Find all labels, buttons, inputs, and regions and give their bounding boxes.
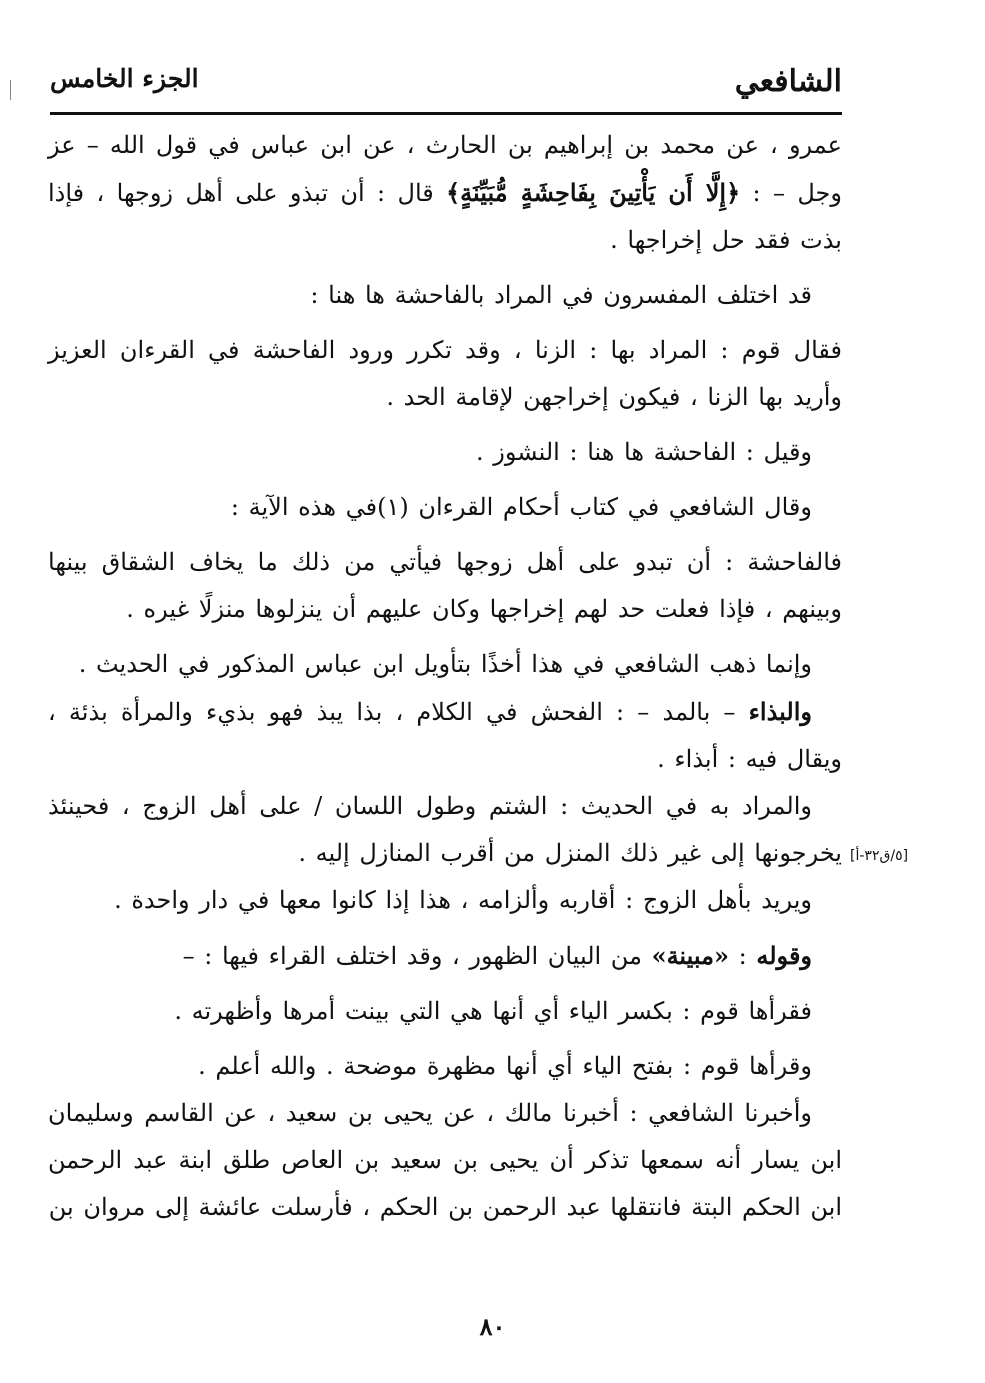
paragraph-13: وقرأها قوم : بفتح الياء أي أنها مظهرة موضحة . والله أعلم . xyxy=(198,1052,812,1080)
running-header xyxy=(50,56,842,115)
paragraph-8 xyxy=(48,688,842,783)
header-volume: الجزء الخامس xyxy=(50,64,199,93)
paragraph-7: وإنما ذهب الشافعي في هذا أخذًا بتأويل ابن عباس المذكور في الحديث . xyxy=(78,650,812,678)
page-number: ٨٠ xyxy=(479,1312,506,1341)
manuscript-folio-note: [٥/ق٣٢-أ] xyxy=(850,848,909,864)
paragraph-6: فالفاحشة : أن تبدو على أهل زوجها فيأتي من ذلك ما يخاف الشقاق بينها وبينهم ، فإذا فعلت حد لهم إخراجها وكان عليهم أن ينزلوها منزلًا غيره . xyxy=(48,548,842,623)
paragraph-11-sep: : xyxy=(729,942,757,970)
paragraph-3: فقال قوم : المراد بها : الزنا ، وقد تكرر ورود الفاحشة في القرءان العزيز وأريد بها الزنا ، فيكون إخراجهن لإقامة الحد . xyxy=(48,336,842,411)
paragraph-14: وأخبرنا الشافعي : أخبرنا مالك ، عن يحيى بن سعيد ، عن القاسم وسليمان ابن يسار أنه سمعها تذكر أن يحيى بن سعيد بن العاص طلق ابنة عبد الرحمن ابن الحكم البتة فانتقلها عبد الرحمن بن الحكم ، فأرسلت عائشة إلى مروان بن xyxy=(48,1099,842,1221)
paragraph-1-text-b: قال : أن تبذو على أهل زوجها ، فإذا بذت فقد حل إخراجها . xyxy=(48,179,842,254)
term-mubayyina: «مبينة» xyxy=(651,941,730,970)
quran-verse: ﴿إِلَّا أَن يَأْتِينَ بِفَاحِشَةٍ مُّبَيِّنَةٍ﴾ xyxy=(446,178,741,207)
body-text xyxy=(48,122,842,1231)
paragraph-9: والمراد به في الحديث : الشتم وطول اللسان / على أهل الزوج ، فحينئذ يخرجونها إلى غير ذلك المنزل من أقرب المنازل إليه . xyxy=(48,792,842,867)
header-book-title: الشافعي xyxy=(734,64,842,99)
paragraph-11 xyxy=(48,932,842,980)
term-badhaa: والبذاء xyxy=(748,697,812,726)
paragraph-1-text-a: عمرو ، عن محمد بن إبراهيم بن الحارث ، عن ابن عباس في قول الله – عز وجل – : xyxy=(48,131,842,207)
paragraph-10: ويريد بأهل الزوج : أقاربه وألزامه ، هذا إذا كانوا معها في دار واحدة . xyxy=(114,886,812,914)
paragraph-11-text: من البيان الظهور ، وقد اختلف القراء فيها : – xyxy=(182,942,652,970)
paragraph-4: وقيل : الفاحشة ها هنا : النشوز . xyxy=(475,438,812,466)
paragraph-2: قد اختلف المفسرون في المراد بالفاحشة ها هنا : xyxy=(310,281,812,309)
scan-edge-mark xyxy=(10,80,11,100)
paragraph-8-text: – بالمد – : الفحش في الكلام ، بذا يبذ فهو بذيء والمرأة بذئة ، ويقال فيه : أبذاء . xyxy=(48,698,842,773)
paragraph-1 xyxy=(48,122,842,264)
term-qawluh: وقوله xyxy=(756,941,812,970)
paragraph-12: فقرأها قوم : بكسر الياء أي أنها هي التي بينت أمرها وأظهرته . xyxy=(174,997,812,1025)
paragraph-5: وقال الشافعي في كتاب أحكام القرءان (١)في هذه الآية : xyxy=(230,493,812,521)
